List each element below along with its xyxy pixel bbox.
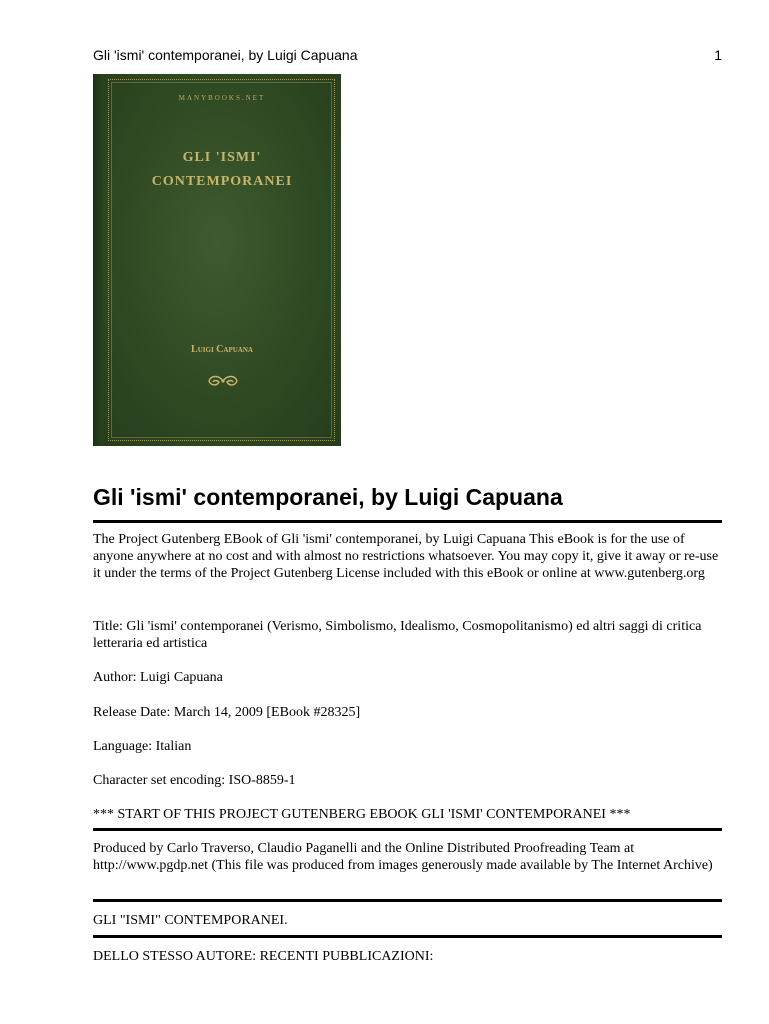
page-number: 1 (714, 47, 722, 63)
section-title: GLI "ISMI" CONTEMPORANEI. (93, 913, 288, 928)
cover-ornament-icon (203, 374, 243, 388)
language-line: Language: Italian (93, 739, 192, 754)
cover-publisher: MANYBOOKS.NET (178, 94, 266, 102)
cover-author: Luigi Capuana (191, 344, 253, 355)
start-divider (93, 828, 722, 831)
book-cover-image (93, 74, 341, 446)
section-divider (93, 935, 722, 938)
cover-title-line1: GLI 'ISMI' (182, 150, 262, 165)
produced-by-paragraph: Produced by Carlo Traverso, Claudio Paganelli and the Online Distributed Proofreading Team at http://www.pgdp.net (This file was produced from images generously made available by The Internet Archive) (93, 841, 713, 873)
cover-title (103, 146, 341, 194)
document-title: Gli 'ismi' contemporanei, by Luigi Capuana (93, 484, 563, 510)
produced-divider (93, 899, 722, 902)
title-line: Title: Gli 'ismi' contemporanei (Verismo, Simbolismo, Idealismo, Cosmopolitanismo) ed altri saggi di critica letteraria ed artistica (93, 619, 702, 651)
author-line: Author: Luigi Capuana (93, 670, 223, 685)
section-subtitle: DELLO STESSO AUTORE: RECENTI PUBBLICAZIONI: (93, 949, 434, 964)
running-header (93, 47, 722, 63)
release-date-line: Release Date: March 14, 2009 [EBook #28325] (93, 705, 361, 720)
intro-paragraph: The Project Gutenberg EBook of Gli 'ismi' contemporanei, by Luigi Capuana This eBook is for the use of anyone anywhere at no cost and with almost no restrictions whatsoever. You may copy it, give it away or re-use it under the terms of the Project Gutenberg License included with this eBook or online at www.gutenberg.org (93, 532, 719, 581)
cover-title-line2: CONTEMPORANEI (151, 174, 293, 189)
running-title: Gli 'ismi' contemporanei, by Luigi Capuana (93, 47, 358, 63)
encoding-line: Character set encoding: ISO-8859-1 (93, 773, 296, 788)
start-marker-line: *** START OF THIS PROJECT GUTENBERG EBOOK GLI 'ISMI' CONTEMPORANEI *** (93, 807, 631, 822)
title-divider (93, 520, 722, 523)
cover-spine (93, 74, 103, 446)
